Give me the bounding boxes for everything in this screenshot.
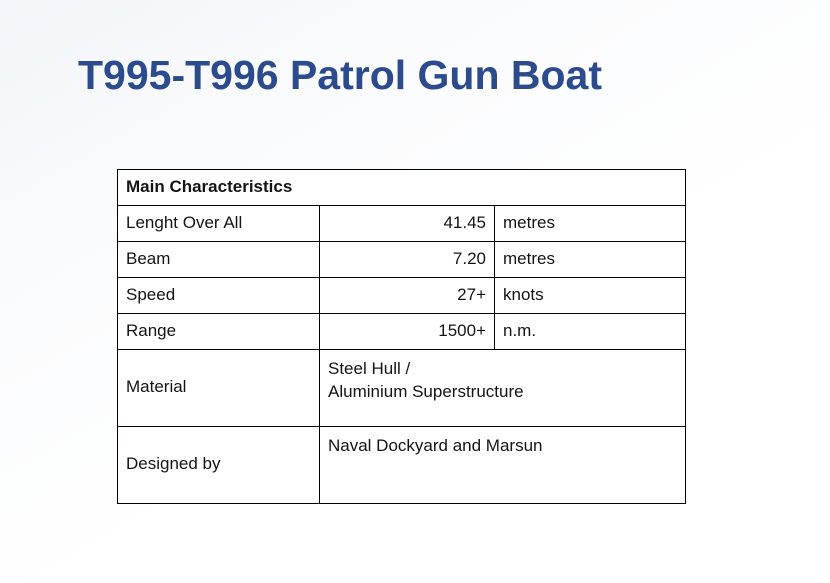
specifications-table bbox=[117, 169, 686, 504]
row-value: 7.20 bbox=[320, 241, 495, 277]
row-value-multiline bbox=[320, 349, 686, 426]
material-line-2: Aluminium Superstructure bbox=[328, 381, 524, 401]
row-value: 41.45 bbox=[320, 205, 495, 241]
specifications-table-container bbox=[117, 169, 685, 504]
table-row bbox=[118, 277, 686, 313]
table-row-header bbox=[118, 170, 686, 206]
row-label: Range bbox=[118, 313, 320, 349]
row-label: Designed by bbox=[118, 426, 320, 503]
row-label: Speed bbox=[118, 277, 320, 313]
row-label: Lenght Over All bbox=[118, 205, 320, 241]
table-row bbox=[118, 205, 686, 241]
row-label: Material bbox=[118, 349, 320, 426]
row-unit: metres bbox=[495, 205, 686, 241]
table-row-designed-by bbox=[118, 426, 686, 503]
row-value: 27+ bbox=[320, 277, 495, 313]
row-value: Naval Dockyard and Marsun bbox=[320, 426, 686, 503]
table-row bbox=[118, 313, 686, 349]
row-value: 1500+ bbox=[320, 313, 495, 349]
table-row bbox=[118, 241, 686, 277]
row-unit: metres bbox=[495, 241, 686, 277]
page-title: T995-T996 Patrol Gun Boat bbox=[78, 52, 603, 98]
row-label: Beam bbox=[118, 241, 320, 277]
table-row-material bbox=[118, 349, 686, 426]
material-line-1: Steel Hull / bbox=[328, 358, 411, 378]
row-unit: n.m. bbox=[495, 313, 686, 349]
row-unit: knots bbox=[495, 277, 686, 313]
table-header-label: Main Characteristics bbox=[118, 170, 686, 206]
